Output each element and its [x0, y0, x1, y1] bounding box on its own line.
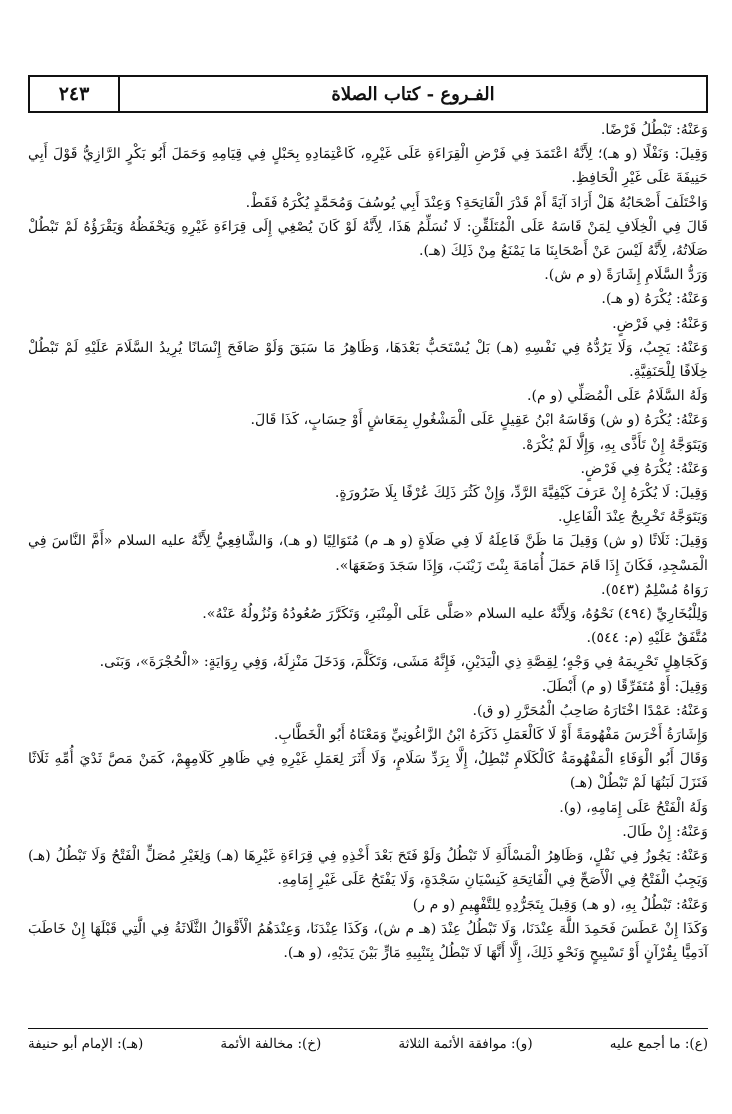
- paragraph: وَعَنْهُ: يُكْرَهُ (و هـ).: [601, 291, 708, 308]
- body-text: [28, 118, 708, 965]
- paragraph: وَيَتَوَجَّهُ تَخْرِيجٌ عِنْدَ الْفَاعِلِ.: [557, 509, 708, 526]
- paragraph: مُتَّفَقٌ عَلَيْهِ (م: ٥٤٤).: [586, 630, 708, 647]
- abbreviation-legend: [28, 1036, 708, 1052]
- paragraph: وَقِيلَ: أَوْ مُتَفَرِّقًا (و م) أَبْطَلَ.: [541, 678, 708, 695]
- paragraph: قَالَ فِي الْخِلَافِ لِمَنْ قَاسَهُ عَلَى الْمُتَلَقِّنِ: لَا نُسَلِّمُ هَذَا، لِأَنَّهُ لَوْ كَانَ يُصْغِي إِلَى قِرَاءَةِ غَيْرِهِ وَيَحْفَظُهُ وَيَقْرَؤُهُ لَمْ تَبْطُلْ صَلَاتُهُ، لِأَنَّهُ لَيْسَ عَنْ أَصْحَابِنَا مَا يَمْنَعُ مِنْ ذَلِكَ (هـ).: [28, 218, 708, 260]
- legend-agreement: (و): موافقة الأئمة الثلاثة: [398, 1036, 533, 1052]
- paragraph: وَعَنْهُ: تَبْطُلُ فَرْضًا.: [600, 122, 708, 138]
- paragraph: وَقِيلَ: ثَلَاثًا (و ش) وَقِيلَ مَا ظَنَّ فَاعِلَهُ لَا فِي صَلَاةٍ (و هـ م) مُتَوَالِيًا (و هـ)، وَالشَّافِعِيُّ لِأَنَّهُ عليه السلام «أَمَّ النَّاسَ فِي الْمَسْجِدِ، فَكَانَ إِذَا قَامَ حَمَلَ أُمَامَةَ بِنْتَ زَيْنَبَ، وَإِذَا سَجَدَ وَضَعَهَا».: [28, 533, 708, 574]
- paragraph: وَعَنْهُ: يَجُوزُ فِي نَفْلٍ، وَظَاهِرُ الْمَسْأَلَةِ لَا تَبْطُلُ وَلَوْ فَتَحَ بَعْدَ أَخْذِهِ فِي قِرَاءَةِ غَيْرِهَا (هـ) وَلِغَيْرِ مُصَلٍّ الْفَتْحُ وَلَا تَبْطُلُ (هـ) وَيَجِبُ الْفَتْحُ فِي الْأَصَحِّ فِي الْفَاتِحَةِ كَنِسْيَانِ سَجْدَةٍ، وَلَا يَفْتَحُ عَلَى غَيْرِ إِمَامِهِ.: [28, 848, 708, 889]
- legend-consensus: (ع): ما أجمع عليه: [609, 1036, 708, 1052]
- page-number: ٢٤٣: [30, 77, 120, 111]
- paragraph: وَإِشَارَةُ أَخْرَسَ مَفْهُومَةً أَوْ لَا كَالْعَمَلِ ذَكَرَهُ ابْنُ الزَّاغُونِيِّ وَمَعْنَاهُ أَبُو الْخَطَّابِ.: [273, 727, 708, 744]
- paragraph: وَلَهُ الْفَتْحُ عَلَى إِمَامِهِ، (و).: [559, 799, 708, 816]
- legend-disagreement: (خ): مخالفة الأئمة: [220, 1036, 322, 1052]
- running-title: الفـروع - كتاب الصلاة: [331, 83, 495, 105]
- paragraph: وَقِيلَ: لَا يُكْرَهُ إِنْ عَرَفَ كَيْفِيَّةَ الرَّدِّ، وَإِنْ كَثُرَ ذَلِكَ عُرْفًا بِلَا ضَرُورَةٍ.: [334, 485, 708, 502]
- paragraph: رَوَاهُ مُسْلِمٌ (٥٤٣).: [601, 581, 708, 598]
- legend-abu-hanifa: (هـ): الإمام أبو حنيفة: [28, 1036, 144, 1052]
- paragraph: وَلِلْبُخَارِيِّ (٤٩٤) نَحْوُهُ، وَلِأَنَّهُ عليه السلام «صَلَّى عَلَى الْمِنْبَرِ، وَتَكَرَّرَ صُعُودُهُ وَنُزُولُهُ عَنْهُ».: [202, 606, 708, 623]
- paragraph: وَيَتَوَجَّهُ إِنْ تَأَذَّى بِهِ، وَإِلَّا لَمْ يُكْرَهْ.: [521, 436, 708, 453]
- paragraph: وَقَالَ أَبُو الْوَفَاءِ الْمَفْهُومَةُ كَالْكَلَامِ تُبْطِلُ، إِلَّا بِرَدِّ سَلَامٍ، وَلَا أَثَرَ لِعَمَلِ غَيْرِهِ فِي ظَاهِرِ كَلَامِهِمْ، كَمَنْ مَصَّ ثَدْيَ أُمِّهِ ثَلَاثًا فَنَزَلَ لَبَنُهَا لَمْ تَبْطُلْ (هـ): [28, 751, 708, 792]
- footer-divider: [28, 1028, 708, 1029]
- paragraph: وَعَنْهُ: يُكْرَهُ (و ش) وَقَاسَهُ ابْنُ عَقِيلٍ عَلَى الْمَشْغُولِ بِمَعَاشٍ أَوْ حِسَابٍ، كَذَا قَالَ.: [250, 412, 708, 429]
- paragraph: وَكَجَاهِلٍ تَحْرِيمَهُ فِي وَجْهٍ؛ لِقِصَّةِ ذِي الْيَدَيْنِ، فَإِنَّهُ مَشَى، وَتَكَلَّمَ، وَدَخَلَ مَنْزِلَهُ، وَفِي رِوَايَةٍ: «الْحُجْرَةَ»، وَبَنَى.: [99, 654, 708, 671]
- paragraph: وَرَدُّ السَّلَامِ إِشَارَةً (و م ش).: [544, 267, 708, 284]
- paragraph: وَاخْتَلَفَ أَصْحَابُهُ هَلْ أَرَادَ آيَةً أَمْ قَدْرَ الْفَاتِحَةِ؟ وَعِنْدَ أَبِي يُوسُفَ وَمُحَمَّدٍ يُكْرَهُ فَقَطْ.: [245, 194, 708, 211]
- paragraph: وَعَنْهُ: فِي فَرْضٍ.: [612, 315, 708, 332]
- paragraph: وَكَذَا إِنْ عَطَسَ فَحَمِدَ اللَّهَ عِنْدَنَا، وَلَا تَبْطُلُ عِنْدَ (هـ م ش)، وَكَذَا عِنْدَنَا، وَعِنْدَهُمُ الْأَقْوَالُ الثَّلَاثَةُ فِي الَّتِي قَبْلَهَا إِنْ خَاطَبَ آدَمِيًّا بِقُرْآنٍ أَوْ تَسْبِيحٍ وَنَحْوِ ذَلِكَ، إِلَّا أَنَّهَا لَا تَبْطُلُ بِتَنْبِيهِ مَارٍّ بَيْنَ يَدَيْهِ، (و هـ).: [28, 920, 708, 961]
- paragraph: وَعَنْهُ: تَبْطُلُ بِهِ، (و هـ) وَقِيلَ بِتَجَرُّدِهِ لِلتَّفْهِيمِ (و م ر): [412, 896, 708, 913]
- paragraph: وَعَنْهُ: يَجِبُ، وَلَا يَرُدُّهُ فِي نَفْسِهِ (هـ) بَلْ يُسْتَحَبُّ بَعْدَهَا، وَظَاهِرُ مَا سَبَقَ وَلَوْ صَافَحَ إِنْسَانًا يُرِيدُ السَّلَامَ عَلَيْهِ لَمْ تَبْطُلْ خِلَافًا لِلْحَنَفِيَّةِ.: [28, 339, 708, 381]
- paragraph: وَقِيلَ: وَنَفْلًا (و هـ)؛ لِأَنَّهُ اعْتَمَدَ فِي فَرْضِ الْقِرَاءَةِ عَلَى غَيْرِهِ، كَاعْتِمَادِهِ بِحَبْلٍ فِي قِيَامِهِ وَحَمَلَ أَبُو بَكْرٍ الرَّازِيُّ قَوْلَ أَبِي حَنِيفَةَ عَلَى غَيْرِ الْحَافِظِ.: [28, 146, 708, 187]
- running-header: [28, 75, 708, 113]
- paragraph: وَعَنْهُ: عَمْدًا اخْتَارَهُ صَاحِبُ الْمُحَرَّرِ (و ق).: [472, 702, 708, 719]
- paragraph: وَعَنْهُ: إِنْ طَالَ.: [622, 823, 708, 840]
- paragraph: وَلَهُ السَّلَامُ عَلَى الْمُصَلِّي (و م).: [527, 388, 708, 405]
- paragraph: وَعَنْهُ: يُكْرَهُ فِي فَرْضٍ.: [580, 460, 708, 477]
